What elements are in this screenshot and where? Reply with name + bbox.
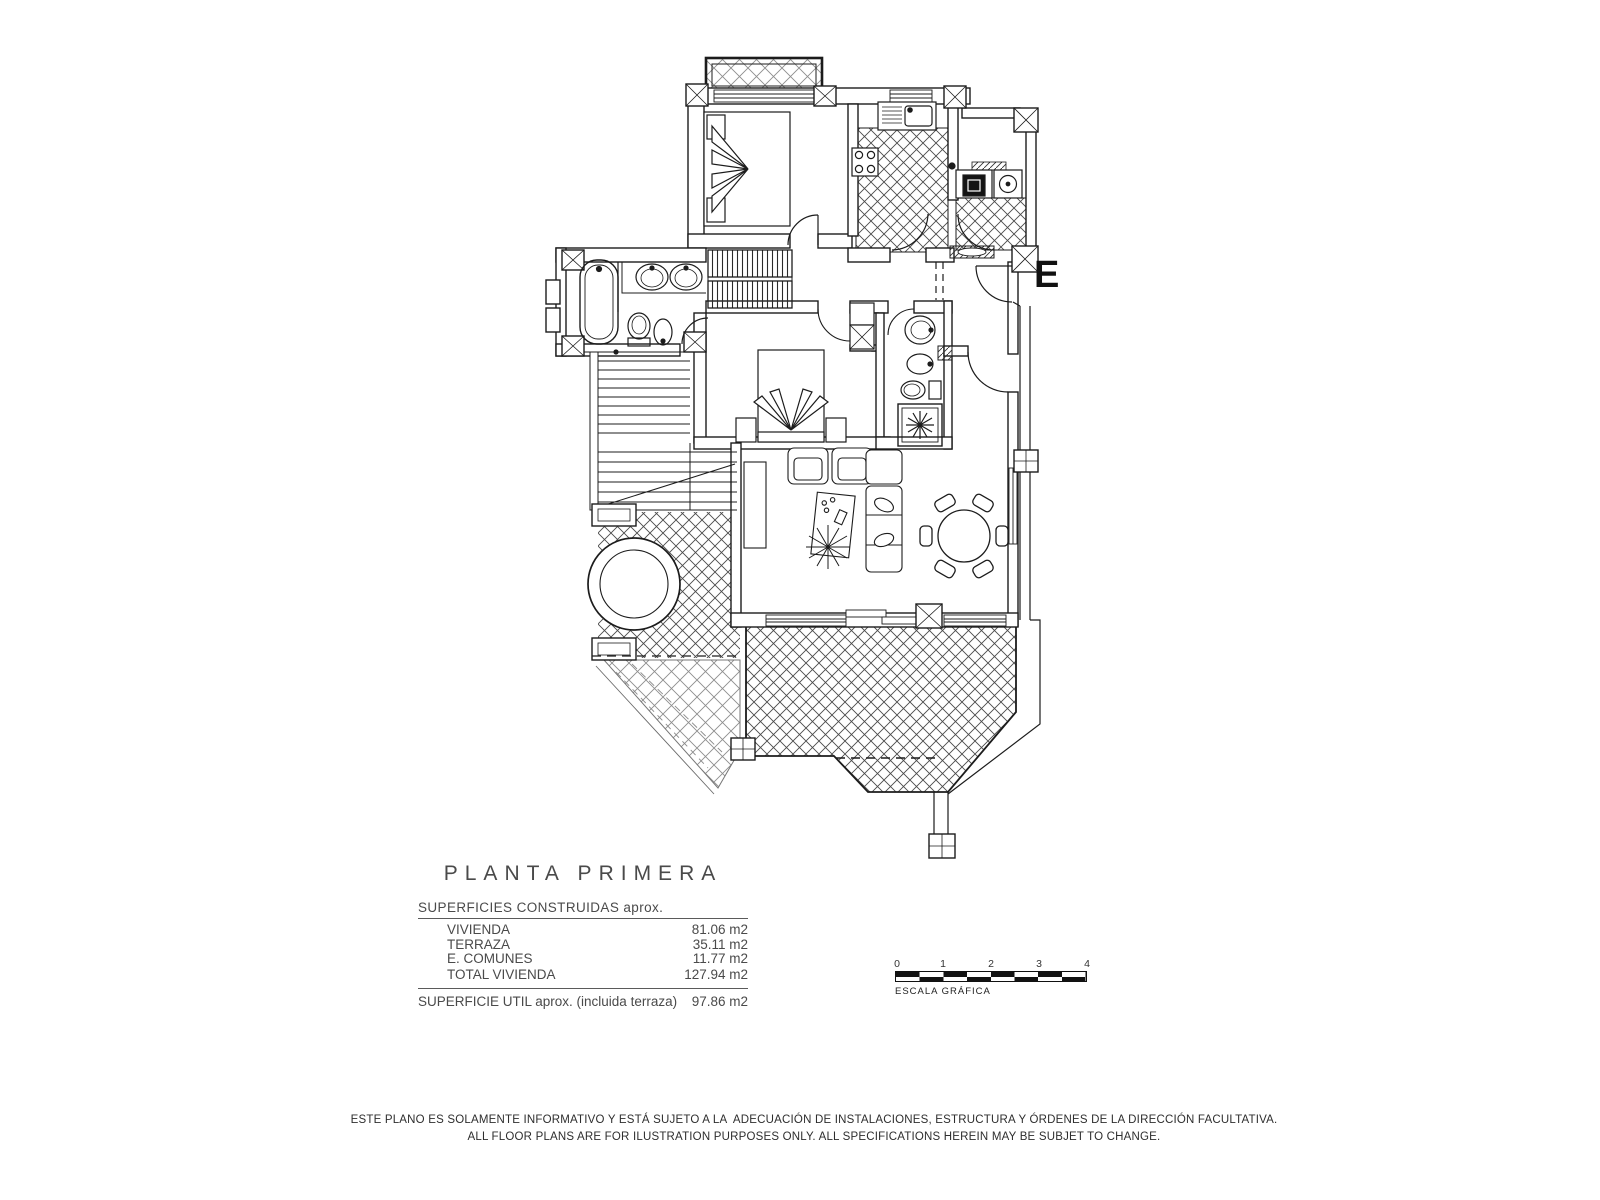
- living-window-left: [766, 615, 846, 626]
- disclaimer: [24, 1112, 1600, 1146]
- kitchen-sink-counter: [878, 102, 936, 130]
- bedroom1-window: [714, 90, 814, 102]
- column: [814, 86, 836, 106]
- scale-bar: [894, 958, 1090, 997]
- divider: [418, 988, 748, 989]
- column: [562, 250, 584, 270]
- column: [684, 332, 706, 352]
- vent-hatch: [972, 162, 1006, 170]
- scale-ticks: 0 1 2 3 4: [894, 958, 1090, 970]
- table-row: E. COMUNES 11.77 m2: [447, 951, 748, 966]
- column: [1014, 108, 1038, 132]
- built-areas-header: SUPERFICIES CONSTRUIDAS aprox.: [418, 900, 664, 915]
- sink: [905, 316, 935, 344]
- nightstand: [826, 418, 846, 442]
- washing-machine: [956, 170, 992, 198]
- disclaimer-line-es: ESTE PLANO ES SOLAMENTE INFORMATIVO Y ESTÁ SUJETO A LA ADECUACIÓN DE INSTALACIONES, ESTRUCTURA Y ÓRDENES DE LA DIRECCIÓN FACULTATIVA.: [350, 1114, 1278, 1126]
- column: [916, 604, 942, 628]
- living-room: [744, 448, 1008, 579]
- kitchen-floor: [856, 128, 948, 252]
- column: [929, 834, 955, 858]
- bidet: [654, 319, 672, 345]
- living-window-right: [944, 615, 1006, 626]
- entry-dashed-line: [936, 262, 943, 300]
- coffee-table: [811, 492, 855, 558]
- hall-side-window: [1009, 468, 1017, 544]
- heater-closet: [850, 303, 874, 349]
- bathroom-2: [898, 316, 942, 446]
- sink: [670, 264, 702, 290]
- sideboard: [744, 462, 766, 548]
- nightstand: [736, 418, 756, 442]
- headboard: [758, 432, 824, 442]
- column: [1014, 450, 1038, 472]
- column: [944, 86, 966, 108]
- bedroom-2: [736, 303, 874, 442]
- staircase: [590, 352, 737, 510]
- column: [686, 84, 708, 106]
- area-legend: [418, 862, 748, 1009]
- entrance: [968, 266, 1012, 392]
- entrance-door-arc: [976, 266, 1012, 302]
- table-row-total: TOTAL VIVIENDA 127.94 m2: [447, 966, 748, 982]
- dining-set: [920, 493, 1008, 579]
- tap-dot: [949, 163, 955, 169]
- balcony-top: [706, 58, 822, 92]
- entrance-label: E: [1034, 254, 1060, 296]
- toilet: [628, 313, 650, 346]
- wardrobe-closets: [708, 250, 792, 308]
- column: [731, 738, 755, 760]
- terrace-lower-left: [596, 660, 740, 794]
- scale-bar-label: ESCALA GRÁFICA: [895, 986, 991, 997]
- door-arc: [788, 215, 818, 245]
- sink: [636, 264, 668, 290]
- disclaimer-line-en: ALL FLOOR PLANS ARE FOR ILUSTRATION PURPOSES ONLY. ALL SPECIFICATIONS HEREIN MAY BE SUBJET TO CHANGE.: [467, 1131, 1161, 1143]
- stove: [852, 148, 878, 176]
- toilet: [901, 381, 941, 399]
- dryer: [994, 170, 1022, 198]
- terrace-main: [746, 626, 1016, 792]
- scale-bar-graphic: [895, 971, 1087, 982]
- bedroom2-door-arc: [818, 309, 850, 341]
- divider: [418, 918, 748, 919]
- bedroom-1: [704, 112, 818, 245]
- table-row: VIVIENDA 81.06 m2: [447, 922, 748, 937]
- kitchen-window: [890, 90, 932, 102]
- utility-floor: [956, 198, 1026, 250]
- bathroom2-door-arc: [888, 309, 914, 335]
- armchair: [788, 448, 828, 484]
- sofa: [866, 450, 902, 572]
- utility-sill: [950, 246, 994, 258]
- plan-title: PLANTA PRIMERA: [443, 862, 723, 885]
- bidet: [907, 354, 933, 374]
- column: [562, 336, 584, 356]
- table-row: TERRAZA 35.11 m2: [447, 936, 748, 952]
- bathtub: [580, 260, 618, 344]
- useful-area-row: SUPERFICIE UTIL aprox. (incluida terraza) 97.86 m2: [418, 994, 748, 1009]
- hall-door-arc: [968, 352, 1008, 392]
- column-hatched: [938, 346, 952, 360]
